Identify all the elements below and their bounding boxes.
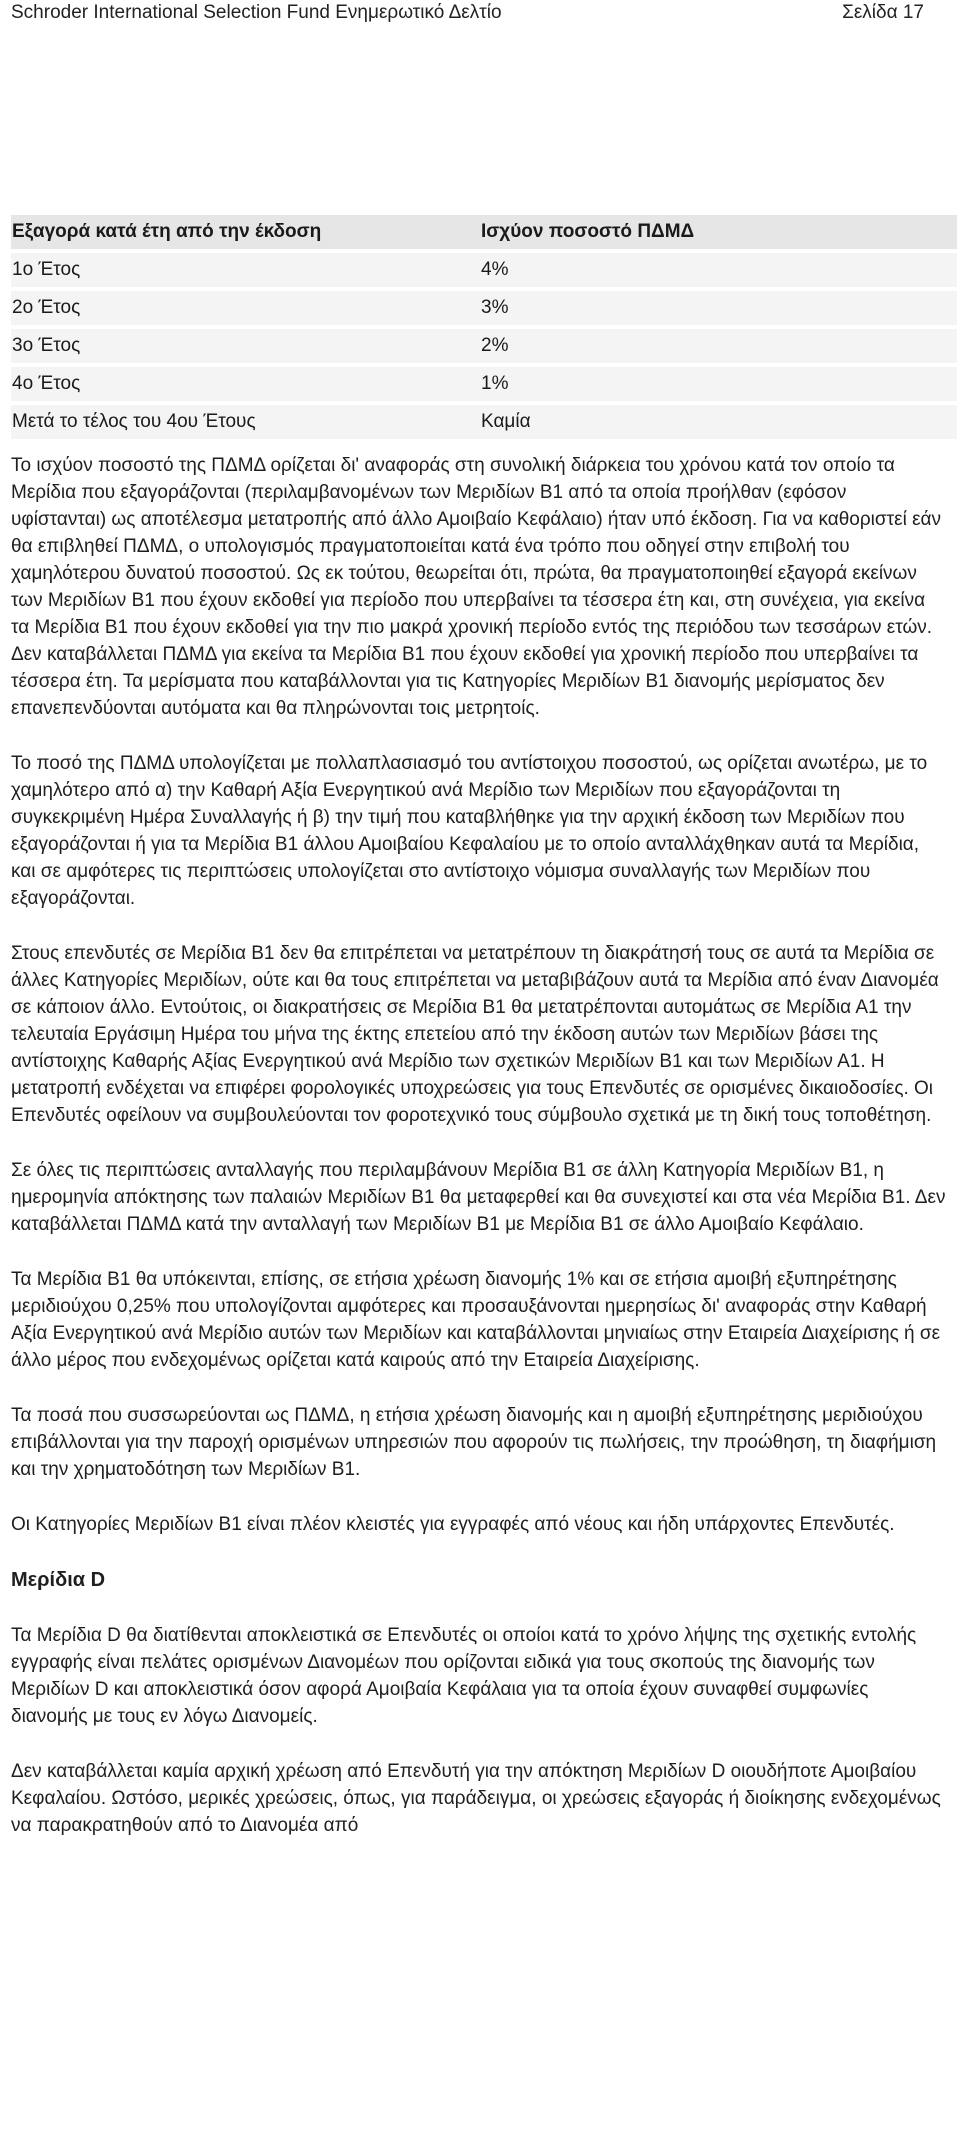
paragraph-b1-fees: Τα Μερίδια Β1 θα υπόκεινται, επίσης, σε ετήσια χρέωση διανομής 1% και σε ετήσια αμοιβή εξυπηρέτησης μεριδιούχου 0,25% που υπολογίζονται αμφότερες και προσαυξάνονται ημερησίως δι' αναφοράς στην Καθαρή Αξία Ενεργητικού ανά Μερίδιο αυτών των Μεριδίων και καταβάλλονται μηνιαίως στην Εταιρεία Διαχείρισης ή σε άλλο μέρος που ενδεχομένως ορίζεται κατά καιρούς από την Εταιρεία Διαχείρισης. [11, 1269, 941, 1371]
table-cell: 4ο Έτος [12, 373, 81, 394]
page-header [11, 0, 924, 26]
table-cell: 4% [481, 259, 509, 280]
paragraph-cdsc-rate: Το ισχύον ποσοστό της ΠΔΜΔ ορίζεται δι' αναφοράς στη συνολική διάρκεια του χρόνου κατά τον οποίο τα Μερίδια που εξαγοράζονται (περιλαμβανομένων των Μεριδίων Β1 από τα οποία προήλθαν (εφόσον υφίστανται) ως αποτέλεσμα μετατροπής από άλλο Αμοιβαίο Κεφάλαιο) ήταν υπό έκδοση. Για να καθοριστεί εάν θα επιβληθεί ΠΔΜΔ, ο υπολογισμός πραγματοποιείται κατά ένα τρόπο που οδηγεί στην επιβολή του χαμηλότερου δυνατού ποσοστού. Ως εκ τούτου, θεωρείται ότι, πρώτα, θα πραγματοποιηθεί εξαγορά εκείνων των Μεριδίων Β1 που έχουν εκδοθεί για περίοδο που υπερβαίνει τα τέσσερα έτη και, στη συνέχεια, για εκείνα τα Μερίδια Β1 που έχουν εκδοθεί για την πιο μακρά χρονική περίοδο εντός της περιόδου των τεσσάρων ετών. Δεν καταβάλλεται ΠΔΜΔ για εκείνα τα Μερίδια Β1 που έχουν εκδοθεί για χρονική περίοδο που υπερβαίνει τα τέσσερα έτη. Τα μερίσματα που καταβάλλονται για τις Κατηγορίες Μεριδίων Β1 διανομής μερίσματος δεν επανεπενδύονται αυτόματα και θα πληρώνονται τοις μετρητοίς. [11, 455, 942, 719]
table-cell: 3ο Έτος [12, 335, 81, 356]
page-number: Σελίδα 17 [842, 2, 924, 23]
table-cell: Καμία [481, 411, 531, 432]
paragraph-d-charges: Δεν καταβάλλεται καμία αρχική χρέωση από Επενδυτή για την απόκτηση Μεριδίων D οιουδήποτε Αμοιβαίου Κεφαλαίου. Ωστόσο, μερικές χρεώσεις, όπως, για παράδειγμα, οι χρεώσεις εξαγοράς ή διοίκησης ενδεχομένως να παρακρατηθούν από το Διανομέα από [11, 1761, 941, 1836]
column-header-cdsc-rate: Ισχύον ποσοστό ΠΔΜΔ [481, 221, 695, 242]
paragraph-b1-fee-purpose: Τα ποσά που συσσωρεύονται ως ΠΔΜΔ, η ετήσια χρέωση διανομής και η αμοιβή εξυπηρέτησης μεριδιούχου επιβάλλονται για την παροχή ορισμένων υπηρεσιών που αφορούν τις πωλήσεις, την προώθηση, τη διαφήμιση και την χρηματοδότηση των Μεριδίων Β1. [11, 1405, 937, 1480]
table-row [11, 329, 957, 363]
paragraph-d-availability: Τα Μερίδια D θα διατίθενται αποκλειστικά σε Επενδυτές οι οποίοι κατά το χρόνο λήψης της σχετικής εντολής εγγραφής είναι πελάτες ορισμένων Διανομέων που ορίζονται ειδικά για τους σκοπούς της διανομής των Μεριδίων D και αποκλειστικά όσον αφορά Αμοιβαία Κεφάλαια για τα οποία έχουν συναφθεί συμφωνίες διανομής με τους εν λόγω Διανομείς. [11, 1625, 917, 1727]
table-header-row [11, 215, 957, 249]
paragraph-b1-closed: Οι Κατηγορίες Μεριδίων Β1 είναι πλέον κλειστές για εγγραφές από νέους και ήδη υπάρχοντες Επενδυτές. [11, 1514, 895, 1535]
table-cell: 1% [481, 373, 509, 394]
table-row [11, 253, 957, 287]
column-header-redemption-years: Εξαγορά κατά έτη από την έκδοση [12, 221, 322, 242]
section-heading-d-shares: Μερίδια D [11, 1569, 106, 1591]
body-text [11, 452, 946, 1867]
table-row [11, 405, 957, 439]
table-row [11, 291, 957, 325]
table-cell: Μετά το τέλος του 4ου Έτους [12, 411, 256, 432]
table-cell: 2ο Έτος [12, 297, 81, 318]
paragraph-b1-exchange: Σε όλες τις περιπτώσεις ανταλλαγής που περιλαμβάνουν Μερίδια Β1 σε άλλη Κατηγορία Μεριδίων Β1, η ημερομηνία απόκτησης των παλαιών Μεριδίων Β1 θα μεταφερθεί και θα συνεχιστεί και στα νέα Μερίδια Β1. Δεν καταβάλλεται ΠΔΜΔ κατά την ανταλλαγή των Μεριδίων Β1 με Μερίδια Β1 σε άλλο Αμοιβαίο Κεφάλαιο. [11, 1160, 946, 1235]
table-cell: 1ο Έτος [12, 259, 81, 280]
paragraph-b1-conversion: Στους επενδυτές σε Μερίδια Β1 δεν θα επιτρέπεται να μετατρέπουν τη διακράτησή τους σε αυτά τα Μερίδια σε άλλες Κατηγορίες Μεριδίων, ούτε και θα τους επιτρέπεται να μεταβιβάζουν αυτά τα Μερίδια από έναν Διανομέα σε κάποιον άλλο. Εντούτοις, οι διακρατήσεις σε Μερίδια Β1 θα μετατρέπονται αυτομάτως σε Μερίδια Α1 την τελευταία Εργάσιμη Ημέρα του μήνα της έκτης επετείου από την έκδοση αυτών των Μεριδίων βάσει της αντίστοιχης Καθαρής Αξίας Ενεργητικού ανά Μερίδιο των σχετικών Μεριδίων Β1 και των Μεριδίων Α1. Η μετατροπή ενδέχεται να επιφέρει φορολογικές υποχρεώσεις για τους Επενδυτές σε ορισμένες δικαιοδοσίες. Οι Επενδυτές οφείλουν να συμβουλεύονται τον φοροτεχνικό τους σύμβουλο σχετικά με τη δική τους τοποθέτηση. [11, 943, 939, 1126]
cdsc-rate-table [11, 215, 957, 443]
paragraph-cdsc-amount: Το ποσό της ΠΔΜΔ υπολογίζεται με πολλαπλασιασμό του αντίστοιχου ποσοστού, ως ορίζεται ανωτέρω, με το χαμηλότερο από α) την Καθαρή Αξία Ενεργητικού ανά Μερίδιο των Μεριδίων που εξαγοράζονται τη συγκεκριμένη Ημέρα Συναλλαγής ή β) την τιμή που καταβλήθηκε για την αρχική έκδοση των Μεριδίων που εξαγοράζονται ή για τα Μερίδια Β1 άλλου Αμοιβαίου Κεφαλαίου με το οποίο ανταλλάχθηκαν αυτά τα Μερίδια, και σε αμφότερες τις περιπτώσεις υπολογίζεται στο αντίστοιχο νόμισμα συναλλαγής των Μεριδίων που εξαγοράζονται. [11, 753, 928, 909]
document-title: Schroder International Selection Fund Ενημερωτικό Δελτίο [11, 2, 502, 23]
table-row [11, 367, 957, 401]
table-cell: 3% [481, 297, 509, 318]
table-cell: 2% [481, 335, 509, 356]
